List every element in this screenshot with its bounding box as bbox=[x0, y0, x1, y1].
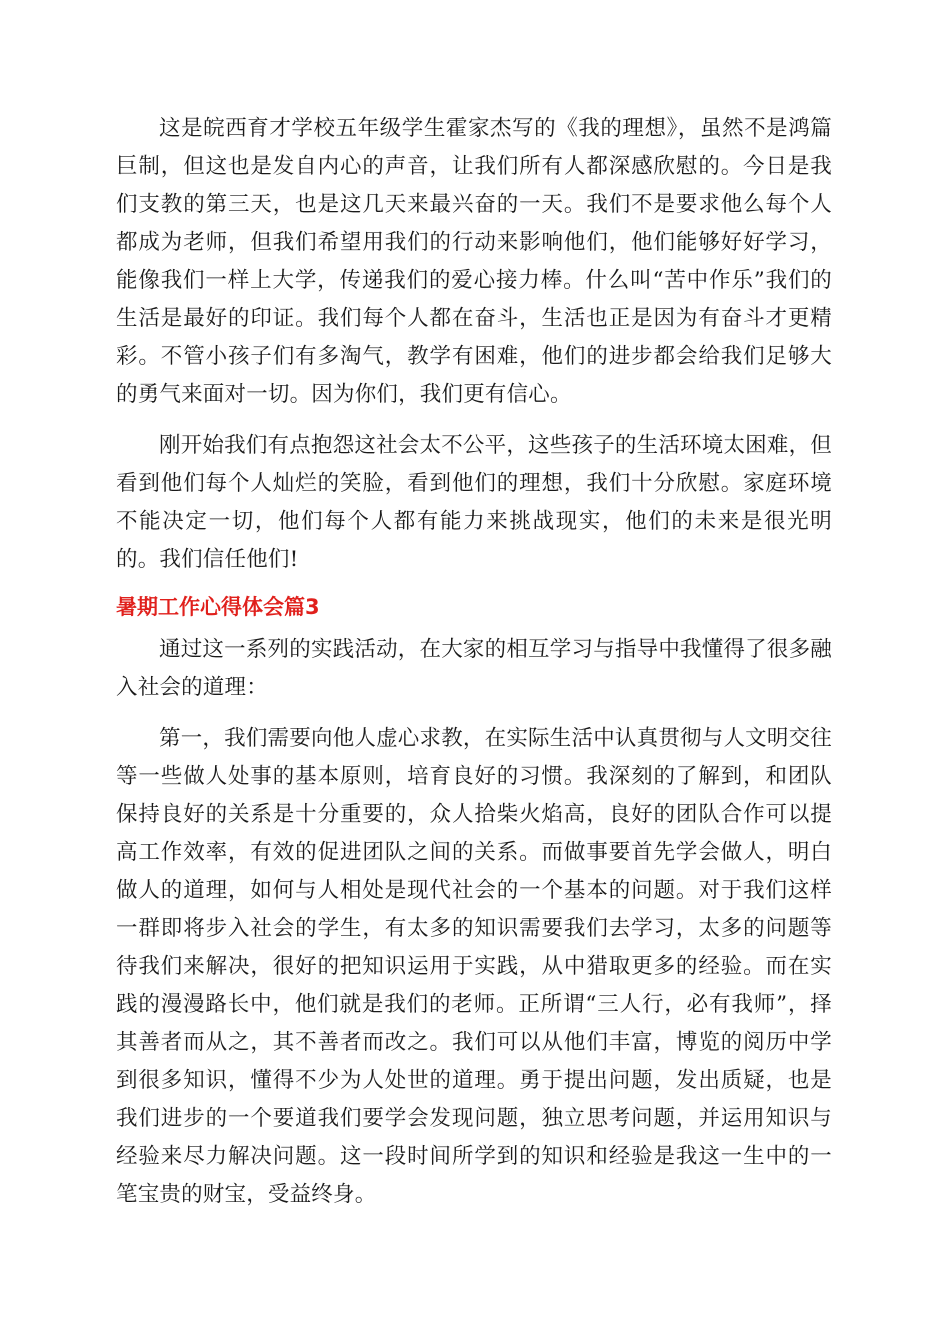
paragraph-ideal-essay: 这是皖西育才学校五年级学生霍家杰写的《我的理想》，虽然不是鸿篇巨制，但这也是发自内心的声音，让我们所有人都深感欣慰的。今日是我们支教的第三天，也是这几天来最兴奋的一天。我们不是要求他么每个人都成为老师，但我们希望用我们的行动来影响他们，他们能够好好学习，能像我们一样上大学，传递我们的爱心接力棒。什么叫“苦中作乐”我们的生活是最好的印证。我们每个人都在奋斗，生活也正是因为有奋斗才更精彩。不管小孩子们有多淘气，教学有困难，他们的进步都会给我们足够大的勇气来面对一切。因为你们，我们更有信心。 bbox=[116, 116, 832, 407]
paragraph-practice-intro: 通过这一系列的实践活动，在大家的相互学习与指导中我懂得了很多融入社会的道理： bbox=[116, 637, 832, 700]
document-body bbox=[116, 110, 832, 1214]
paragraph-gap bbox=[116, 414, 832, 427]
paragraph-gap bbox=[116, 707, 832, 720]
paragraph-first-point: 第一，我们需要向他人虚心求教，在实际生活中认真贯彻与人文明交往等一些做人处事的基本原则，培育良好的习惯。我深刻的了解到，和团队保持良好的关系是十分重要的，众人拾柴火焰高，良好的团队合作可以提高工作效率，有效的促进团队之间的关系。而做事要首先学会做人，明白做人的道理，如何与人相处是现代社会的一个基本的问题。对于我们这样一群即将步入社会的学生，有太多的知识需要我们去学习，太多的问题等待我们来解决，很好的把知识运用于实践，从中猎取更多的经验。而在实践的漫漫路长中，他们就是我们的老师。正所谓“三人行，必有我师”，择其善者而从之，其不善者而改之。我们可以从他们丰富，博览的阅历中学到很多知识，懂得不少为人处世的道理。勇于提出问题，发出质疑，也是我们进步的一个要道我们要学会发现问题，独立思考问题，并运用知识与经验来尽力解决问题。这一段时间所学到的知识和经验是我这一生中的一笔宝贵的财宝，受益终身。 bbox=[116, 726, 832, 1207]
section-heading: 暑期工作心得体会篇3 bbox=[116, 595, 320, 619]
paragraph-society-complaint: 刚开始我们有点抱怨这社会太不公平，这些孩子的生活环境太困难，但看到他们每个人灿烂的笑脸，看到他们的理想，我们十分欣慰。家庭环境不能决定一切，他们每个人都有能力来挑战现实，他们的未来是很光明的。我们信任他们! bbox=[116, 433, 832, 572]
